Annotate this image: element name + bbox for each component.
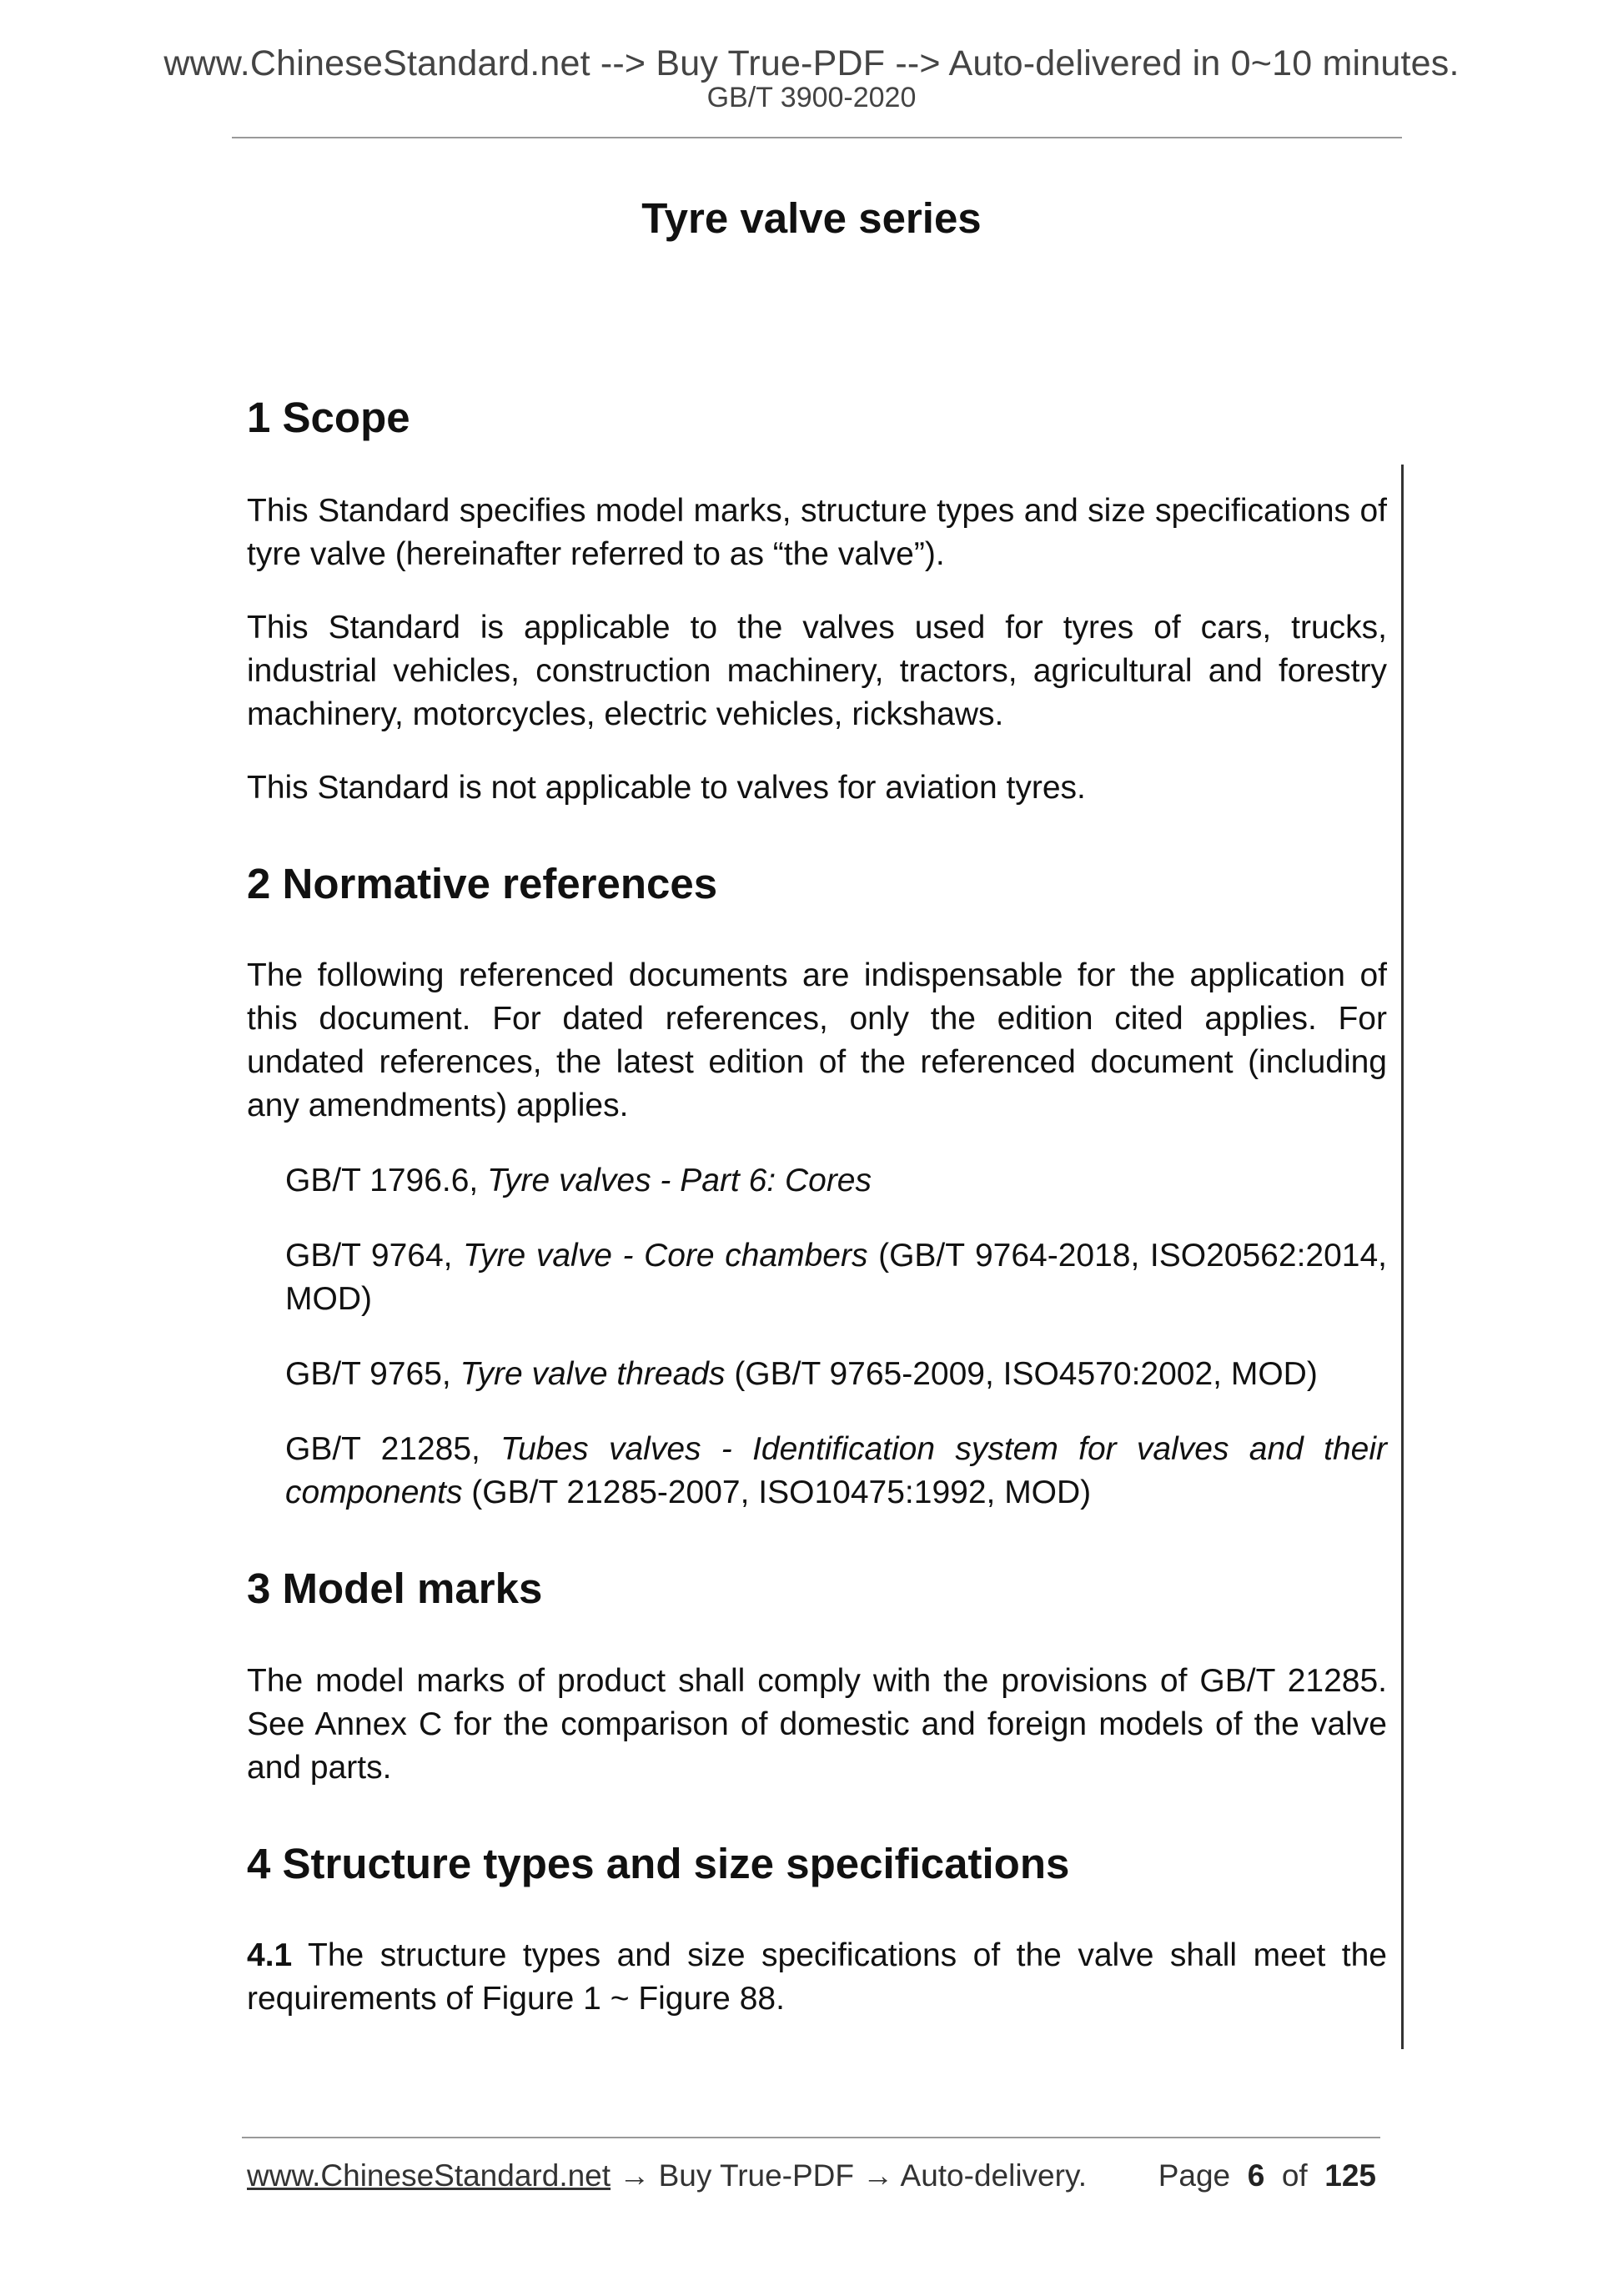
model-marks-paragraph: The model marks of product shall comply with the provisions of GB/T 21285. See Annex C for the comparison of domestic and foreign models of the valve and parts. [247,1662,1387,1786]
reference-suffix: (GB/T 9765-2009, ISO4570:2002, MOD) [725,1356,1318,1393]
total-pages: 125 [1324,2158,1376,2193]
reference-title: Tyre valve - Core chambers [463,1238,868,1274]
page-indicator [1158,2158,1376,2193]
reference-code: GB/T 9764, [285,1238,464,1274]
reference-code: GB/T 21285, [285,1431,501,1468]
reference-suffix: (GB/T 9764-2018, ISO20562:2014, MOD) [285,1238,1387,1318]
current-page-number: 6 [1247,2158,1265,2193]
reference-item [285,1428,1387,1515]
of-label: of [1281,2158,1308,2193]
footer-promo-text: → Buy True-PDF → Auto-delivery. [611,2158,1087,2193]
reference-item [285,1159,1387,1203]
footer-divider [242,2137,1380,2138]
footer-website-link[interactable]: www.ChineseStandard.net [247,2158,611,2193]
reference-title: Tyre valve threads [460,1356,726,1393]
scope-paragraph-1: This Standard specifies model marks, structure types and size specifications of tyre valve (hereinafter referred to as “the valve”). [247,493,1387,573]
section-heading-structure-types: 4 Structure types and size specifications [247,1839,1070,1887]
header-divider [232,137,1402,138]
header-banner: www.ChineseStandard.net --> Buy True-PDF --> Auto-delivered in 0~10 minutes. [163,43,1460,83]
reference-title: Tubes valves - Identification system for valves and their components [285,1431,1387,1511]
reference-item [285,1234,1387,1321]
reference-suffix: (GB/T 21285-2007, ISO10475:1992, MOD) [462,1475,1092,1511]
section-heading-scope: 1 Scope [247,394,410,441]
scope-paragraph-2: This Standard is applicable to the valves used for tyres of cars, trucks, industrial vehicles, construction machinery, tractors, agricultural and forestry machinery, motorcycles, electric vehicles, rickshaws. [247,610,1387,733]
page-label: Page [1158,2158,1231,2193]
reference-title: Tyre valves - Part 6: Cores [487,1163,872,1199]
standard-code: GB/T 3900-2020 [706,82,917,113]
reference-item [285,1353,1387,1396]
section-heading-normative-references: 2 Normative references [247,860,718,908]
document-body [247,392,1387,2021]
normative-intro-paragraph: The following referenced documents are indispensable for the application of this document. For dated references, only the edition cited applies. For undated references, the latest edition of the referenced document (including any amendments) applies. [247,957,1387,1124]
clause-4-1-paragraph [247,1934,1387,2021]
scope-paragraph-3: This Standard is not applicable to valves for aviation tyres. [247,770,1086,806]
section-heading-model-marks: 3 Model marks [247,1565,543,1613]
footer-promo [247,2158,1087,2193]
reference-code: GB/T 9765, [285,1356,460,1393]
clause-number: 4.1 [247,1937,293,1973]
reference-code: GB/T 1796.6, [285,1163,488,1199]
clause-text: The structure types and size specifications of the valve shall meet the requirements of Figure 1 ~ Figure 88. [247,1937,1387,2017]
document-title: Tyre valve series [641,194,982,242]
revision-change-bar [1401,465,1404,2049]
